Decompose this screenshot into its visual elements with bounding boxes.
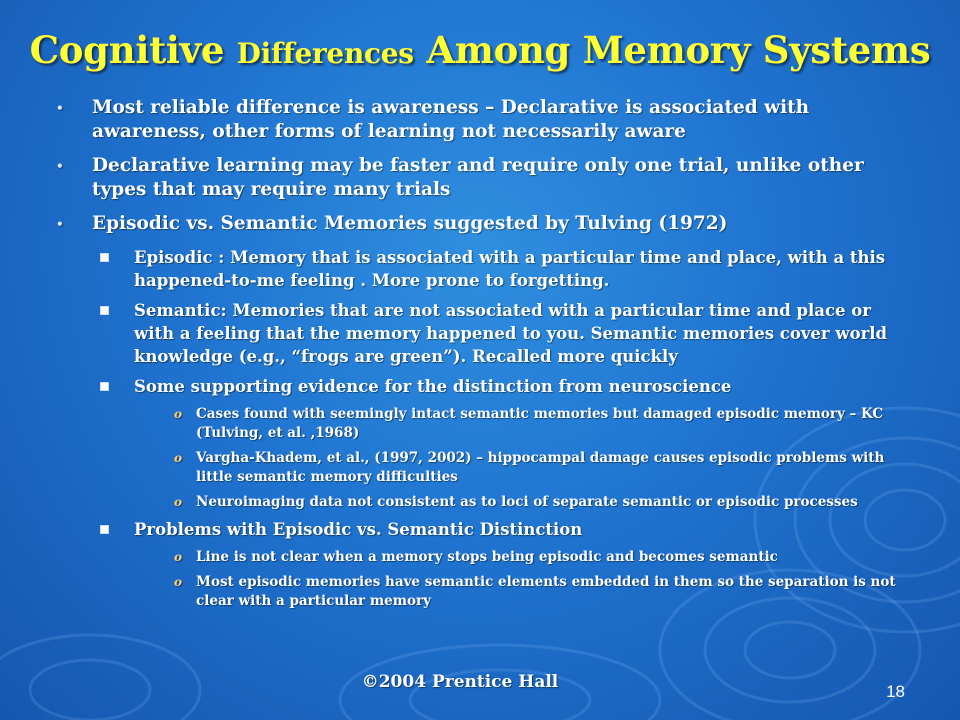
sub-bullet-episodic (100, 246, 906, 292)
bullet-text: Most reliable difference is awareness – Declarative is associated with awareness, other forms of learning not necessarily aware (92, 97, 810, 142)
evidence-item-kc (174, 405, 906, 443)
bullet-dot: • (56, 101, 64, 115)
bullet-episodic-vs-semantic (56, 212, 906, 236)
bullet-learning-speed (56, 154, 906, 202)
bullet-dot: • (56, 217, 64, 231)
sub-bullet-semantic (100, 299, 906, 368)
circle-bullet-icon: o (174, 495, 183, 509)
title-part-cognitive: Cognitive (29, 28, 237, 72)
bullet-awareness (56, 96, 906, 144)
bullet-dot: • (56, 159, 64, 173)
sub-bullet-neuroscience-evidence (100, 375, 906, 398)
square-bullet-icon (100, 306, 109, 315)
problem-item-unclear-line (174, 548, 906, 567)
evidence-item-neuroimaging (174, 493, 906, 512)
bullet-text: Declarative learning may be faster and require only one trial, unlike other types that may require many trials (92, 155, 864, 200)
slide-title (0, 28, 960, 72)
evidence-text: Vargha-Khadem, et al., (1997, 2002) – hippocampal damage causes episodic problems with little semantic memory difficulties (196, 450, 885, 485)
square-bullet-icon (100, 382, 109, 391)
sub-bullet-text: Problems with Episodic vs. Semantic Distinction (134, 520, 583, 539)
evidence-item-vargha-khadem (174, 449, 906, 487)
sub-bullet-text: Episodic : Memory that is associated with a particular time and place, with a this happened-to-me feeling . More prone to forgetting. (134, 248, 886, 290)
circle-bullet-icon: o (174, 451, 183, 465)
title-part-among-memory-systems: Among Memory Systems (413, 28, 931, 72)
problem-text: Line is not clear when a memory stops being episodic and becomes semantic (196, 549, 778, 565)
evidence-text: Neuroimaging data not consistent as to loci of separate semantic or episodic processes (196, 494, 858, 510)
sub-bullet-text: Semantic: Memories that are not associated with a particular time and place or with a feeling that the memory happened to you. Semantic memories cover world knowledge (e.g., “frogs are green”). Recalled more quickly (134, 301, 888, 366)
copyright-footer: ©2004 Prentice Hall (361, 672, 559, 692)
problem-text: Most episodic memories have semantic elements embedded in them so the separation is not clear with a particular memory (196, 574, 896, 609)
square-bullet-icon (100, 253, 109, 262)
circle-bullet-icon: o (174, 407, 183, 421)
square-bullet-icon (100, 525, 109, 534)
slide-content (56, 96, 906, 617)
title-part-differences: Differences (236, 37, 414, 70)
sub-bullet-text: Some supporting evidence for the distinction from neuroscience (134, 377, 732, 396)
page-number: 18 (886, 682, 905, 701)
evidence-text: Cases found with seemingly intact semantic memories but damaged episodic memory – KC (Tulving, et al. ,1968) (196, 406, 884, 441)
problem-item-embedded-semantics (174, 573, 906, 611)
circle-bullet-icon: o (174, 575, 183, 589)
sub-bullet-distinction-problems (100, 518, 906, 541)
circle-bullet-icon: o (174, 550, 183, 564)
bullet-text: Episodic vs. Semantic Memories suggested by Tulving (1972) (92, 213, 728, 234)
